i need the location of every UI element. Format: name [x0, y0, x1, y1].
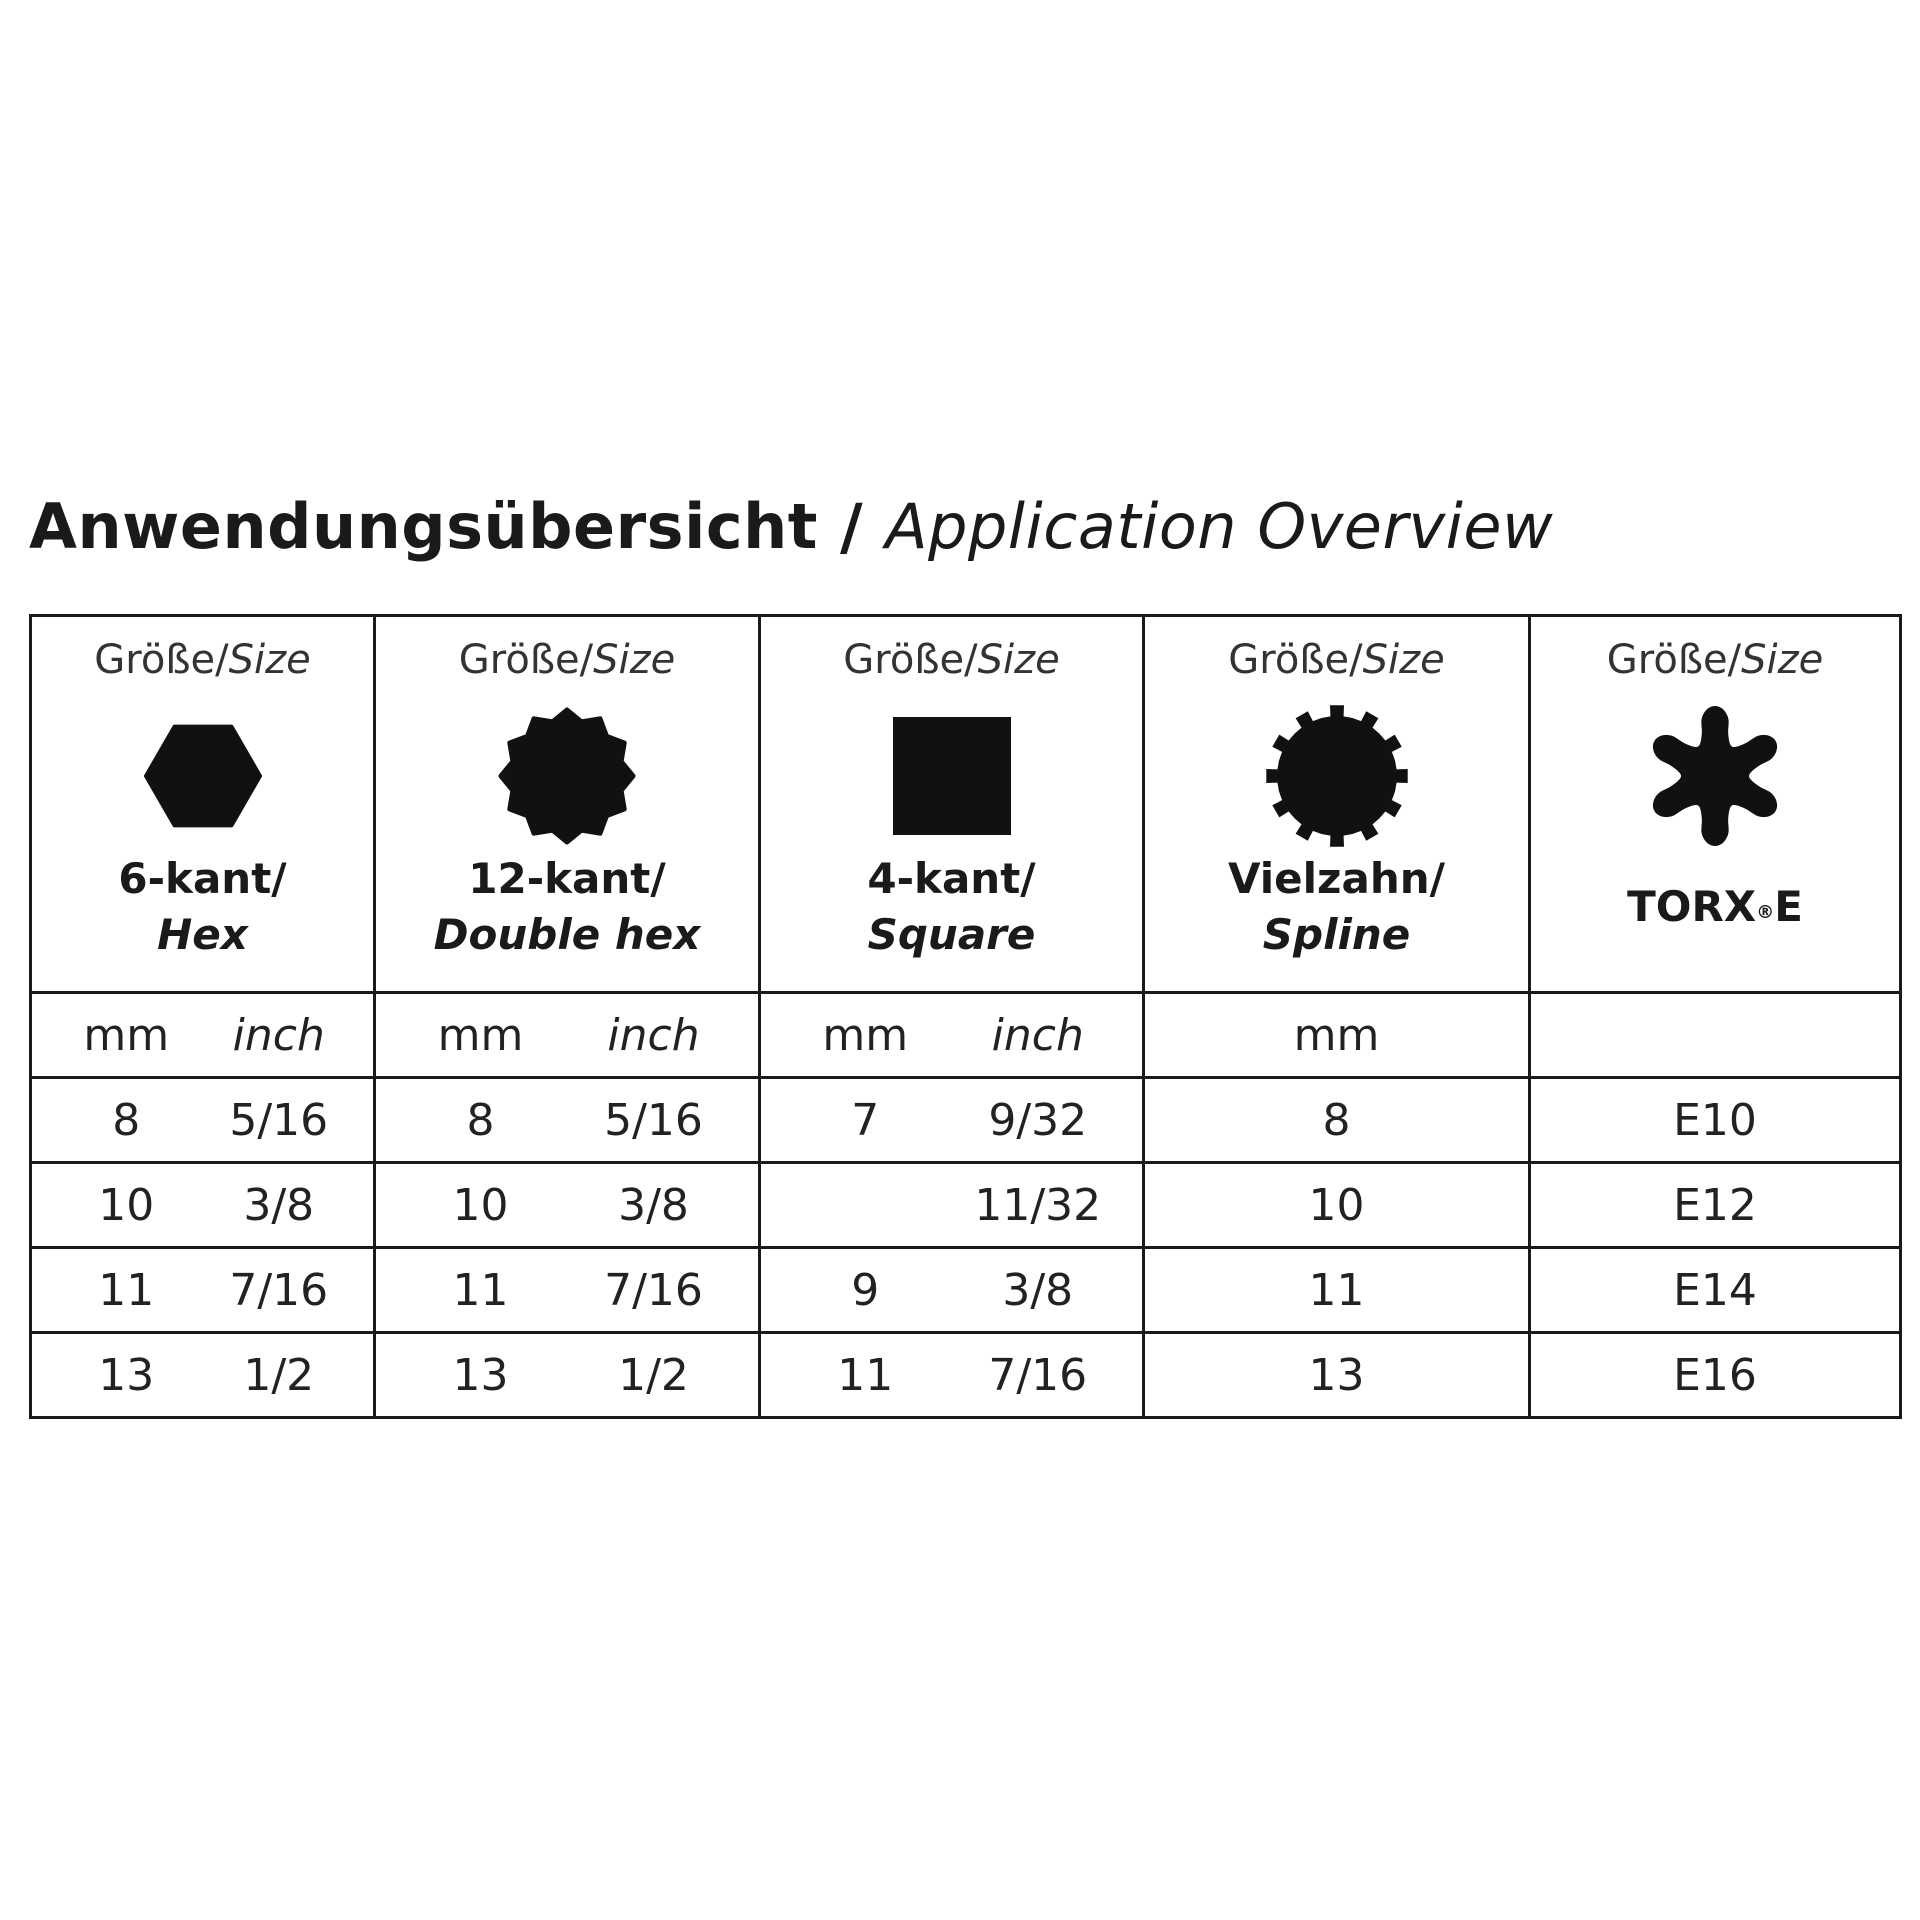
size-mm: 11	[452, 1264, 509, 1316]
size-cell	[760, 1163, 1144, 1248]
size-mm: 13	[452, 1349, 509, 1401]
profile-label	[32, 851, 373, 963]
unit-mm: mm	[822, 1009, 909, 1061]
profile-name-de: 6-kant/	[118, 854, 287, 903]
header-cell-spline	[1144, 616, 1530, 993]
size-cell	[1144, 1078, 1530, 1163]
size-value: 8	[1322, 1094, 1351, 1146]
spline-icon	[1262, 701, 1412, 851]
units-cell	[1144, 993, 1530, 1078]
size-cell	[31, 1078, 375, 1163]
profile-name-en: Double hex	[433, 910, 701, 959]
size-value: 13	[1308, 1349, 1365, 1401]
size-mm: 8	[112, 1094, 141, 1146]
unit-mm: mm	[83, 1009, 170, 1061]
size-inch: 5/16	[229, 1094, 329, 1146]
size-label-de: Größe/	[1228, 637, 1363, 683]
size-value: E16	[1673, 1349, 1757, 1401]
header-cell-hex	[31, 616, 375, 993]
profile-name-en: Spline	[1262, 910, 1411, 959]
profile-label	[1145, 851, 1528, 963]
size-inch: 1/2	[243, 1349, 315, 1401]
torx-icon	[1640, 701, 1790, 851]
size-value: E10	[1673, 1094, 1757, 1146]
hex-icon	[128, 701, 278, 851]
size-mm: 11	[837, 1349, 894, 1401]
size-cell	[1144, 1163, 1530, 1248]
profile-label	[376, 851, 758, 963]
table-row	[31, 1333, 1901, 1418]
size-cell	[31, 1333, 375, 1418]
size-label-en: Size	[593, 637, 676, 683]
size-label-de: Größe/	[1606, 637, 1742, 683]
application-overview-table	[29, 614, 1902, 1419]
profile-name-de: 12-kant/	[468, 854, 666, 903]
size-cell	[375, 1333, 760, 1418]
size-label	[1531, 637, 1899, 683]
header-row	[31, 616, 1901, 993]
double-hex-icon	[492, 701, 642, 851]
size-mm: 10	[452, 1179, 509, 1231]
size-inch: 1/2	[618, 1349, 689, 1401]
size-inch: 3/8	[1002, 1264, 1074, 1316]
unit-inch: inch	[607, 1009, 700, 1061]
size-cell	[375, 1248, 760, 1333]
size-mm: 9	[851, 1264, 880, 1316]
units-row	[31, 993, 1901, 1078]
table-row	[31, 1163, 1901, 1248]
size-label-en: Size	[228, 637, 311, 683]
size-cell	[760, 1248, 1144, 1333]
size-inch: 3/8	[243, 1179, 315, 1231]
size-cell	[375, 1163, 760, 1248]
size-cell	[1530, 1078, 1901, 1163]
unit-inch: inch	[991, 1009, 1084, 1061]
profile-name-en: Square	[867, 910, 1036, 959]
size-label	[761, 637, 1142, 683]
size-label	[376, 637, 758, 683]
profile-label	[1531, 879, 1899, 935]
size-mm	[788, 1180, 943, 1231]
size-mm: 7	[851, 1094, 880, 1146]
registered-mark: ®	[1756, 902, 1775, 923]
title-separator: /	[817, 490, 886, 563]
size-label-en: Size	[1741, 637, 1824, 683]
units-cell	[375, 993, 760, 1078]
header-cell-double-hex	[375, 616, 760, 993]
units-cell	[31, 993, 375, 1078]
unit-mm: mm	[1293, 1009, 1380, 1061]
size-label	[1145, 637, 1528, 683]
profile-name-de: 4-kant/	[867, 854, 1036, 903]
size-inch: 9/32	[988, 1094, 1088, 1146]
size-mm: 10	[98, 1179, 155, 1231]
size-label-de: Größe/	[843, 637, 978, 683]
size-inch: 5/16	[604, 1094, 703, 1146]
size-inch: 7/16	[988, 1349, 1088, 1401]
title-english: Application Overview	[885, 490, 1554, 563]
size-label	[32, 637, 373, 683]
profile-name: TORX	[1627, 882, 1757, 931]
size-mm: 13	[98, 1349, 155, 1401]
size-label-de: Größe/	[458, 637, 594, 683]
size-value: 10	[1308, 1179, 1365, 1231]
unit-inch: inch	[232, 1009, 325, 1061]
size-cell	[1144, 1248, 1530, 1333]
header-cell-torx	[1530, 616, 1901, 993]
profile-label	[761, 851, 1142, 963]
size-mm: 8	[466, 1094, 495, 1146]
size-inch: 7/16	[604, 1264, 703, 1316]
size-inch: 11/32	[974, 1179, 1102, 1231]
size-label-de: Größe/	[94, 637, 229, 683]
size-cell	[31, 1163, 375, 1248]
size-cell	[1530, 1163, 1901, 1248]
size-inch: 7/16	[229, 1264, 329, 1316]
size-cell	[760, 1333, 1144, 1418]
size-mm: 11	[98, 1264, 155, 1316]
size-value: E12	[1673, 1179, 1757, 1231]
size-label-en: Size	[977, 637, 1060, 683]
size-cell	[1144, 1333, 1530, 1418]
size-value: E14	[1673, 1264, 1757, 1316]
unit-mm: mm	[437, 1009, 524, 1061]
size-inch: 3/8	[618, 1179, 689, 1231]
size-value: 11	[1308, 1264, 1365, 1316]
profile-suffix: E	[1774, 882, 1803, 931]
profile-name-en: Hex	[157, 910, 248, 959]
size-cell	[375, 1078, 760, 1163]
profile-name-de: Vielzahn/	[1228, 854, 1445, 903]
title-german: Anwendungsübersicht	[29, 490, 818, 563]
page-title	[29, 490, 1553, 563]
units-cell	[760, 993, 1144, 1078]
size-cell	[31, 1248, 375, 1333]
size-cell	[1530, 1333, 1901, 1418]
size-cell	[1530, 1248, 1901, 1333]
units-cell	[1530, 993, 1901, 1078]
square-icon	[877, 701, 1027, 851]
size-cell	[760, 1078, 1144, 1163]
table-row	[31, 1248, 1901, 1333]
table-row	[31, 1078, 1901, 1163]
size-label-en: Size	[1362, 637, 1445, 683]
header-cell-square	[760, 616, 1144, 993]
